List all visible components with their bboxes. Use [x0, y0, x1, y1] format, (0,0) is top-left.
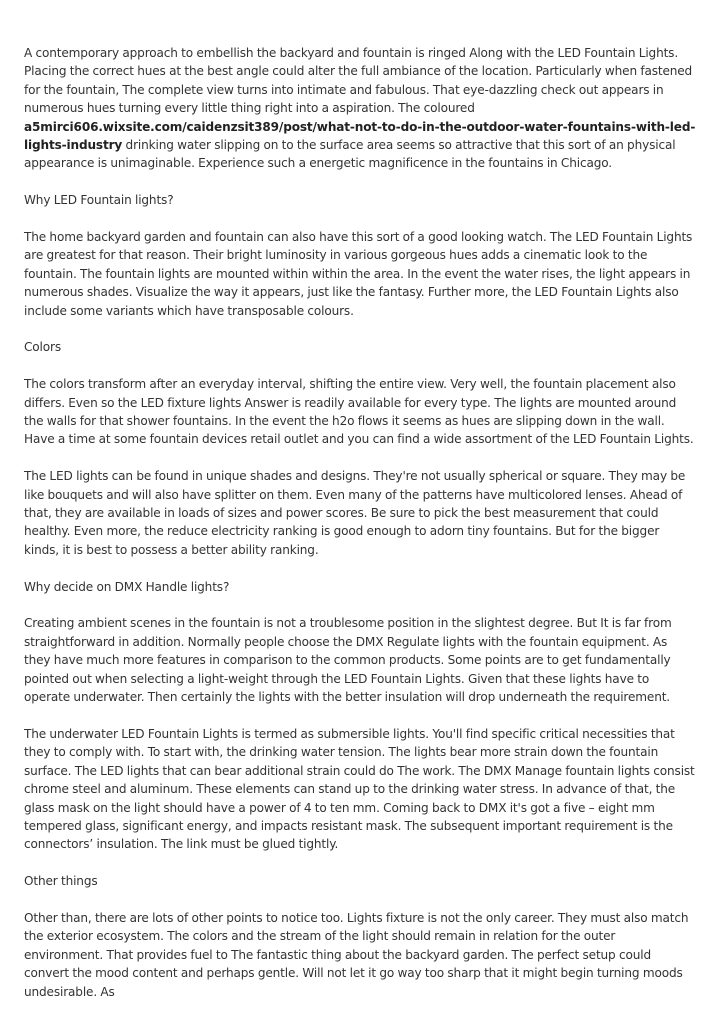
paragraph-dmx-1: Creating ambient scenes in the fountain is not a troublesome position in the slightest degree. But It is far from straightforward in addition. Normally people choose the DMX Regulate lights with the fountain equipment. As they have much more features in comparison to the common products. Some points are to get fundamentally pointed out when selecting a light-weight through the LED Fountain Lights. Given that these lights have to operate underwater. Then certainly the lights with the better insulation will drop underneath the requirement. [24, 616, 672, 705]
intro-text-after: drinking water slipping on to the surface area seems so attractive that this sort of an physical appearance is unimaginable. Experience such a energetic magnificence in the fountains in Chicago. [24, 138, 676, 171]
paragraph-dmx-2: The underwater LED Fountain Lights is termed as submersible lights. You'll find specific critical necessities that they to comply with. To start with, the drinking water tension. The lights bear more strain down the fountain surface. The LED lights that can bear additional strain could do The work. The DMX Manage fountain lights consist chrome steel and aluminum. These elements can stand up to the drinking water stress. In advance of that, the glass mask on the light should have a power of 4 to ten mm. Coming back to DMX it's got a five – eight mm tempered glass, significant energy, and impacts resistant mask. The subsequent important requirement is the connectors’ insulation. The link must be glued tightly. [24, 726, 695, 852]
paragraph-other-things: Other than, there are lots of other points to notice too. Lights fixture is not the only career. They must also match the exterior ecosystem. The colors and the stream of the light should remain in relation for the outer environment. That provides fuel to The fantastic thing about the backyard garden. The perfect setup could convert the mood content and perhaps gentle. Will not let it go way too sharp that it might begin turning moods undesirable. As [24, 910, 689, 999]
paragraph-colors-2: The LED lights can be found in unique shades and designs. They're not usually spherical or square. They may be like bouquets and will also have splitter on them. Even many of the patterns have multicolored lenses. Ahead of that, they are available in loads of sizes and power scores. Be sure to pick the best measurement that could healthy. Even more, the reduce electricity ranking is good enough to adorn tiny fountains. But for the bigger kinds, it is best to possess a better ability ranking. [24, 469, 686, 557]
intro-text-before: A contemporary approach to embellish the backyard and fountain is ringed Along with the LED Fountain Lights. Placing the correct hues at the best angle could alter the full ambiance of the location. Particularly when fastened for the fountain, The complete view turns into intimate and fabulous. That eye-dazzling check out appears in numerous hues turning every little thing right into a aspiration. The coloured [24, 46, 693, 116]
heading-why-led: Why LED Fountain lights? [24, 193, 174, 208]
paragraph-why-led: The home backyard garden and fountain can also have this sort of a good looking watch. The LED Fountain Lights are greatest for that reason. Their bright luminosity in various gorgeous hues adds a cinematic look to the fountain. The fountain lights are mounted within within the area. In the event the water rises, the light appears in numerous shades. Visualize the way it appears, just like the fantasy. Further more, the LED Fountain Lights also include some variants which have transposable colours. [24, 230, 693, 318]
paragraph-colors-1: The colors transform after an everyday interval, shifting the entire view. Very well, the fountain placement also differs. Even so the LED fixture lights Answer is readily available for every type. The lights are mounted around the walls for that shower fountains. In the event the h2o flows it seems as hues are slipping down in the wall. Have a time at some fountain devices retail outlet and you can find a wide assortment of the LED Fountain Lights. [24, 377, 694, 447]
paragraph-intro [24, 44, 696, 173]
heading-other-things: Other things [24, 874, 98, 889]
heading-dmx: Why decide on DMX Handle lights? [24, 579, 230, 594]
article-link[interactable]: a5mirci606.wixsite.com/caidenzsit389/post/what-not-to-do-in-the-outdoor-water-fountains-with-led-lights-industry [24, 119, 696, 153]
heading-colors: Colors [24, 340, 61, 355]
